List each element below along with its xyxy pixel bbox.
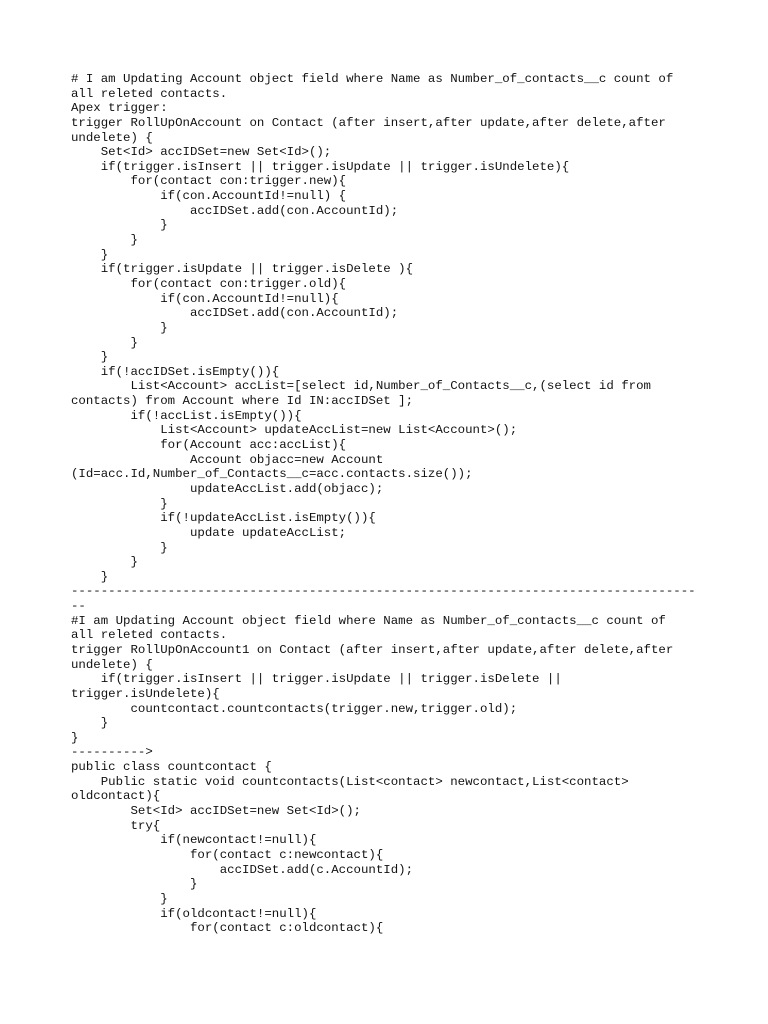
code-line: for(contact con:trigger.old){ <box>71 276 347 291</box>
code-line: if(trigger.isUpdate || trigger.isDelete ){ <box>71 262 414 277</box>
code-line: for(contact c:newcontact){ <box>71 847 384 862</box>
code-line: if(!updateAccList.isEmpty()){ <box>71 511 376 526</box>
code-line: update updateAccList; <box>71 525 347 540</box>
code-line: (Id=acc.Id,Number_of_Contacts__c=acc.contacts.size()); <box>71 467 473 482</box>
code-line: Apex trigger: <box>71 101 168 116</box>
code-line: Set<Id> accIDSet=new Set<Id>(); <box>71 804 361 819</box>
code-line: public class countcontact { <box>71 760 272 775</box>
code-line: if(trigger.isInsert || trigger.isUpdate || trigger.isUndelete){ <box>71 159 570 174</box>
code-line: Account objacc=new Account <box>71 452 384 467</box>
code-line: } <box>71 555 138 570</box>
code-line: if(newcontact!=null){ <box>71 833 317 848</box>
code-line: } <box>71 569 109 584</box>
code-line: updateAccList.add(objacc); <box>71 481 384 496</box>
code-line: all releted contacts. <box>71 86 228 101</box>
code-line: } <box>71 335 138 350</box>
code-line: #I am Updating Account object field where Name as Number_of_contacts__c count of <box>71 613 666 628</box>
code-line: if(!accIDSet.isEmpty()){ <box>71 364 280 379</box>
code-line: } <box>71 233 138 248</box>
code-block <box>71 72 731 936</box>
code-line: if(con.AccountId!=null) { <box>71 189 347 204</box>
code-line: List<Account> accList=[select id,Number_of_Contacts__c,(select id from <box>71 379 651 394</box>
code-line: undelete) { <box>71 657 153 672</box>
code-line: undelete) { <box>71 130 153 145</box>
code-line: trigger.isUndelete){ <box>71 686 220 701</box>
code-line: ------------------------------------------------------------------------------------ <box>71 584 696 599</box>
code-line: } <box>71 730 79 745</box>
code-line: accIDSet.add(con.AccountId); <box>71 306 399 321</box>
code-line: accIDSet.add(c.AccountId); <box>71 862 414 877</box>
code-line: } <box>71 247 109 262</box>
code-line: all releted contacts. <box>71 628 228 643</box>
code-line: Public static void countcontacts(List<contact> newcontact,List<contact> <box>71 774 629 789</box>
code-line: } <box>71 877 198 892</box>
code-line: } <box>71 496 168 511</box>
code-line: accIDSet.add(con.AccountId); <box>71 203 399 218</box>
code-line: contacts) from Account where Id IN:accIDSet ]; <box>71 394 414 409</box>
code-line: trigger RollUpOnAccount1 on Contact (after insert,after update,after delete,after <box>71 642 674 657</box>
code-line: Set<Id> accIDSet=new Set<Id>(); <box>71 145 332 160</box>
code-line: # I am Updating Account object field where Name as Number_of_contacts__c count of <box>71 72 674 86</box>
code-line: -- <box>71 599 86 614</box>
code-line: } <box>71 320 168 335</box>
code-line: try{ <box>71 818 161 833</box>
code-line: if(!accList.isEmpty()){ <box>71 408 302 423</box>
code-line: trigger RollUpOnAccount on Contact (after insert,after update,after delete,after <box>71 115 666 130</box>
code-line: } <box>71 716 109 731</box>
code-line: } <box>71 350 109 365</box>
code-line: for(contact c:oldcontact){ <box>71 921 384 936</box>
code-line: } <box>71 540 168 555</box>
code-line: for(contact con:trigger.new){ <box>71 174 347 189</box>
code-line: ----------> <box>71 745 153 760</box>
code-line: oldcontact){ <box>71 789 161 804</box>
code-line: if(trigger.isInsert || trigger.isUpdate || trigger.isDelete || <box>71 672 562 687</box>
code-line: countcontact.countcontacts(trigger.new,trigger.old); <box>71 701 518 716</box>
code-line: if(con.AccountId!=null){ <box>71 291 339 306</box>
code-line: } <box>71 891 168 906</box>
code-line: if(oldcontact!=null){ <box>71 906 317 921</box>
code-line: } <box>71 218 168 233</box>
code-line: for(Account acc:accList){ <box>71 438 347 453</box>
code-line: List<Account> updateAccList=new List<Account>(); <box>71 423 518 438</box>
